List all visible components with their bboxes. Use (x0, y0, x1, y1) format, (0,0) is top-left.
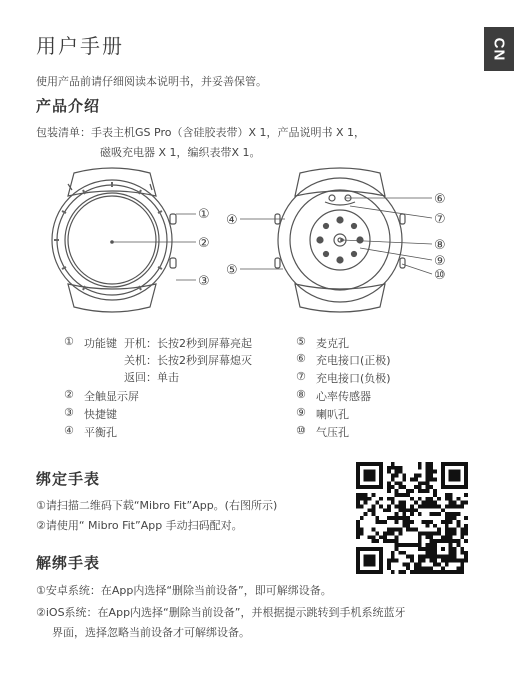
part-2-label: 全触显示屏 (84, 390, 139, 403)
part-1-label: 功能键 (84, 337, 117, 350)
part-1-detail-3: 返回：单击 (124, 371, 179, 384)
part-4-label: 平衡孔 (84, 426, 117, 439)
part-9-num: ⑨ (296, 406, 306, 419)
part-8-label: 心率传感器 (316, 390, 371, 403)
part-2-num: ② (64, 388, 74, 401)
intro-text: 使用产品前请仔细阅读本说明书，并妥善保管。 (36, 75, 267, 88)
callout-7: ⑦ (434, 212, 446, 227)
part-5-num: ⑤ (296, 335, 306, 348)
part-10-num: ⑩ (296, 424, 306, 437)
callout-5: ⑤ (226, 263, 238, 278)
qr-code[interactable] (356, 462, 468, 574)
part-3-label: 快捷键 (84, 408, 117, 421)
part-3-num: ③ (64, 406, 74, 419)
part-6-label: 充电接口(正极) (316, 354, 391, 367)
language-tab: CN (484, 27, 514, 71)
part-8-num: ⑧ (296, 388, 306, 401)
callout-6: ⑥ (434, 192, 446, 207)
package-line-2: 磁吸充电器 X 1，编织表带X 1。 (100, 146, 261, 159)
part-1-num: ① (64, 335, 74, 348)
part-10-label: 气压孔 (316, 426, 349, 439)
callout-4: ④ (226, 213, 238, 228)
part-1-detail-1: 开机：长按2秒到屏幕亮起 (124, 337, 252, 350)
part-7-label: 充电接口(负极) (316, 372, 391, 385)
callout-8: ⑧ (434, 238, 446, 253)
product-intro-heading: 产品介绍 (36, 97, 101, 115)
part-4-num: ④ (64, 424, 74, 437)
bind-step-2: ②请使用“ Mibro Fit”App 手动扫码配对。 (36, 519, 243, 532)
part-1-detail-2: 关机：长按2秒到屏幕熄灭 (124, 354, 252, 367)
part-9-label: 喇叭孔 (316, 408, 349, 421)
bind-watch-heading: 绑定手表 (36, 470, 101, 488)
callout-2: ② (198, 236, 210, 251)
callout-9: ⑨ (434, 254, 446, 269)
bind-step-1: ①请扫描二维码下载“Mibro Fit”App。(右图所示) (36, 499, 278, 512)
page-title: 用户手册 (36, 34, 124, 58)
unbind-step-2-line-1: ②iOS系统：在App内选择“删除当前设备”，并根据提示跳转到手机系统蓝牙 (36, 606, 406, 619)
unbind-step-1: ①安卓系统：在App内选择“删除当前设备”，即可解绑设备。 (36, 584, 332, 597)
callout-3: ③ (198, 274, 210, 289)
unbind-watch-heading: 解绑手表 (36, 554, 101, 572)
callout-10: ⑩ (434, 268, 446, 283)
part-5-label: 麦克孔 (316, 337, 349, 350)
package-line-1: 包装清单：手表主机GS Pro（含硅胶表带）X 1，产品说明书 X 1， (36, 126, 366, 139)
unbind-step-2-line-2: 界面，选择忽略当前设备才可解绑设备。 (52, 626, 250, 639)
part-6-num: ⑥ (296, 352, 306, 365)
callout-1: ① (198, 207, 210, 222)
part-7-num: ⑦ (296, 370, 306, 383)
